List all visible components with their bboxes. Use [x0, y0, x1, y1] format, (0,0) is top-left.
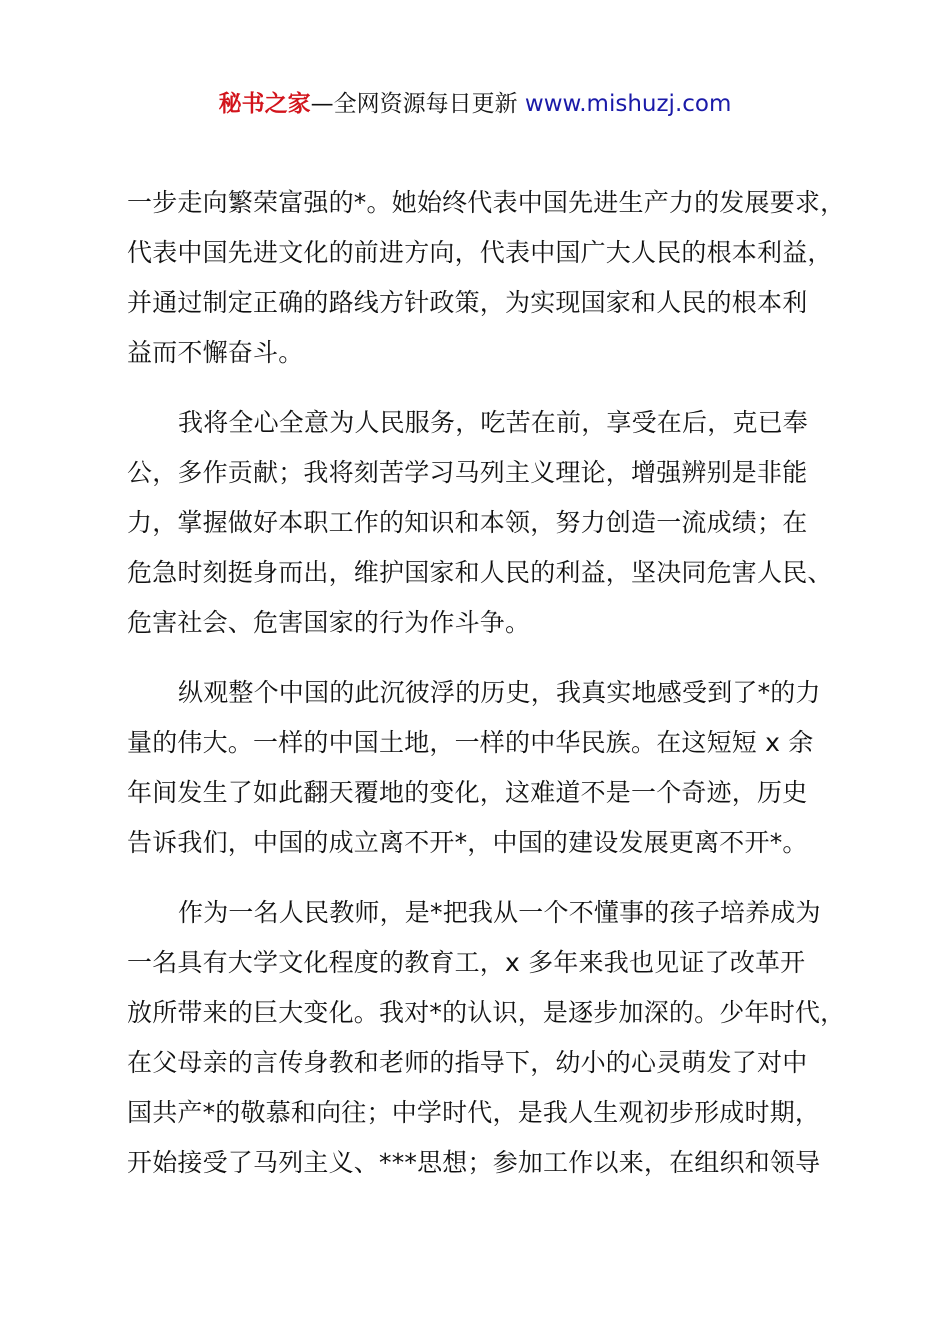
- text-line: 放所带来的巨大变化。我对*的认识，是逐步加深的。少年时代，: [127, 998, 846, 1027]
- document-body: [127, 178, 857, 1208]
- paragraph-2: [127, 398, 857, 648]
- text-line: 纵观整个中国的此沉彼浮的历史，我真实地感受到了*的力: [178, 678, 821, 707]
- text-line: 并通过制定正确的路线方针政策，为实现国家和人民的根本利: [127, 288, 808, 317]
- text-line: 代表中国先进文化的前进方向，代表中国广大人民的根本利益，: [127, 238, 833, 267]
- text-line: 年间发生了如此翻天覆地的变化，这难道不是一个奇迹，历史: [127, 778, 808, 807]
- site-tagline: —全网资源每日更新: [310, 91, 525, 117]
- text-line: 一名具有大学文化程度的教育工，x 多年来我也见证了改革开: [127, 948, 806, 977]
- site-url[interactable]: www.mishuzj.com: [524, 91, 732, 117]
- text-line: 一步走向繁荣富强的*。她始终代表中国先进生产力的发展要求，: [127, 188, 846, 217]
- paragraph-4: [127, 888, 857, 1188]
- text-line: 危害社会、危害国家的行为作斗争。: [127, 608, 531, 637]
- page-header: [0, 86, 950, 122]
- paragraph-3: [127, 668, 857, 868]
- paragraph-1: [127, 178, 857, 378]
- text-line: 告诉我们，中国的成立离不开*，中国的建设发展更离不开*。: [127, 828, 808, 857]
- text-line: 在父母亲的言传身教和老师的指导下，幼小的心灵萌发了对中: [127, 1048, 808, 1077]
- text-line: 作为一名人民教师，是*把我从一个不懂事的孩子培养成为: [178, 898, 821, 927]
- text-line: 益而不懈奋斗。: [127, 338, 304, 367]
- text-line: 开始接受了马列主义、***思想；参加工作以来，在组织和领导: [127, 1148, 821, 1177]
- text-line: 国共产*的敬慕和向往；中学时代，是我人生观初步形成时期，: [127, 1098, 821, 1127]
- text-line: 我将全心全意为人民服务，吃苦在前，享受在后，克已奉: [178, 408, 809, 437]
- text-line: 力，掌握做好本职工作的知识和本领，努力创造一流成绩；在: [127, 508, 808, 537]
- text-line: 公，多作贡献；我将刻苦学习马列主义理论，增强辨别是非能: [127, 458, 808, 487]
- text-line: 量的伟大。一样的中国土地，一样的中华民族。在这短短 x 余: [127, 728, 814, 757]
- site-brand: 秘书之家: [218, 91, 311, 117]
- text-line: 危急时刻挺身而出，维护国家和人民的利益，坚决同危害人民、: [127, 558, 833, 587]
